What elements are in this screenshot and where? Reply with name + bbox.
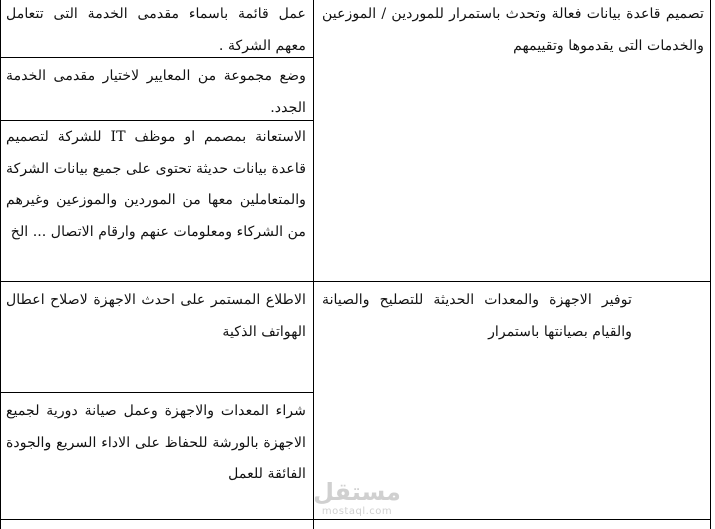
table-right-border	[710, 0, 711, 529]
action-cell: الاطلاع المستمر على احدث الاجهزة لاصلاح اعطال الهواتف الذكية	[6, 292, 306, 340]
watermark-brand: مستقل	[313, 478, 401, 506]
objective-cell: تصميم قاعدة بيانات فعالة وتحدث باستمرار للموردين / الموزعين والخدمات التى يقدموها وتقييمهم	[322, 6, 704, 54]
action-cell: وضع مجموعة من المعايير لاختيار مقدمى الخدمة الجدد.	[6, 68, 306, 116]
table-left-border	[0, 0, 1, 529]
watermark-logo	[312, 478, 402, 522]
column-divider	[313, 0, 314, 529]
action-cell: الاستعانة بمصمم او موظف IT للشركة لتصميم قاعدة بيانات حديثة تحتوى على جميع بيانات الشركة والمتعاملين معها من الموردين والموزعين وغيرهم من الشركاء ومعلومات عنهم وارقام الاتصال ... الخ	[6, 129, 306, 240]
objective-cell: توفير الاجهزة والمعدات الحديثة للتصليح والصيانة والقيام بصيانتها باستمرار	[322, 292, 632, 340]
action-cell: عمل قائمة باسماء مقدمى الخدمة التى تتعامل معهم الشركة .	[6, 6, 306, 54]
watermark-domain: mostaql.com	[321, 506, 393, 517]
action-cell: شراء المعدات والاجهزة وعمل صيانة دورية لجميع الاجهزة بالورشة للحفاظ على الاداء السريع والجودة الفائقة للعمل	[6, 403, 306, 482]
row-divider	[0, 281, 711, 282]
cell-divider	[0, 392, 313, 393]
